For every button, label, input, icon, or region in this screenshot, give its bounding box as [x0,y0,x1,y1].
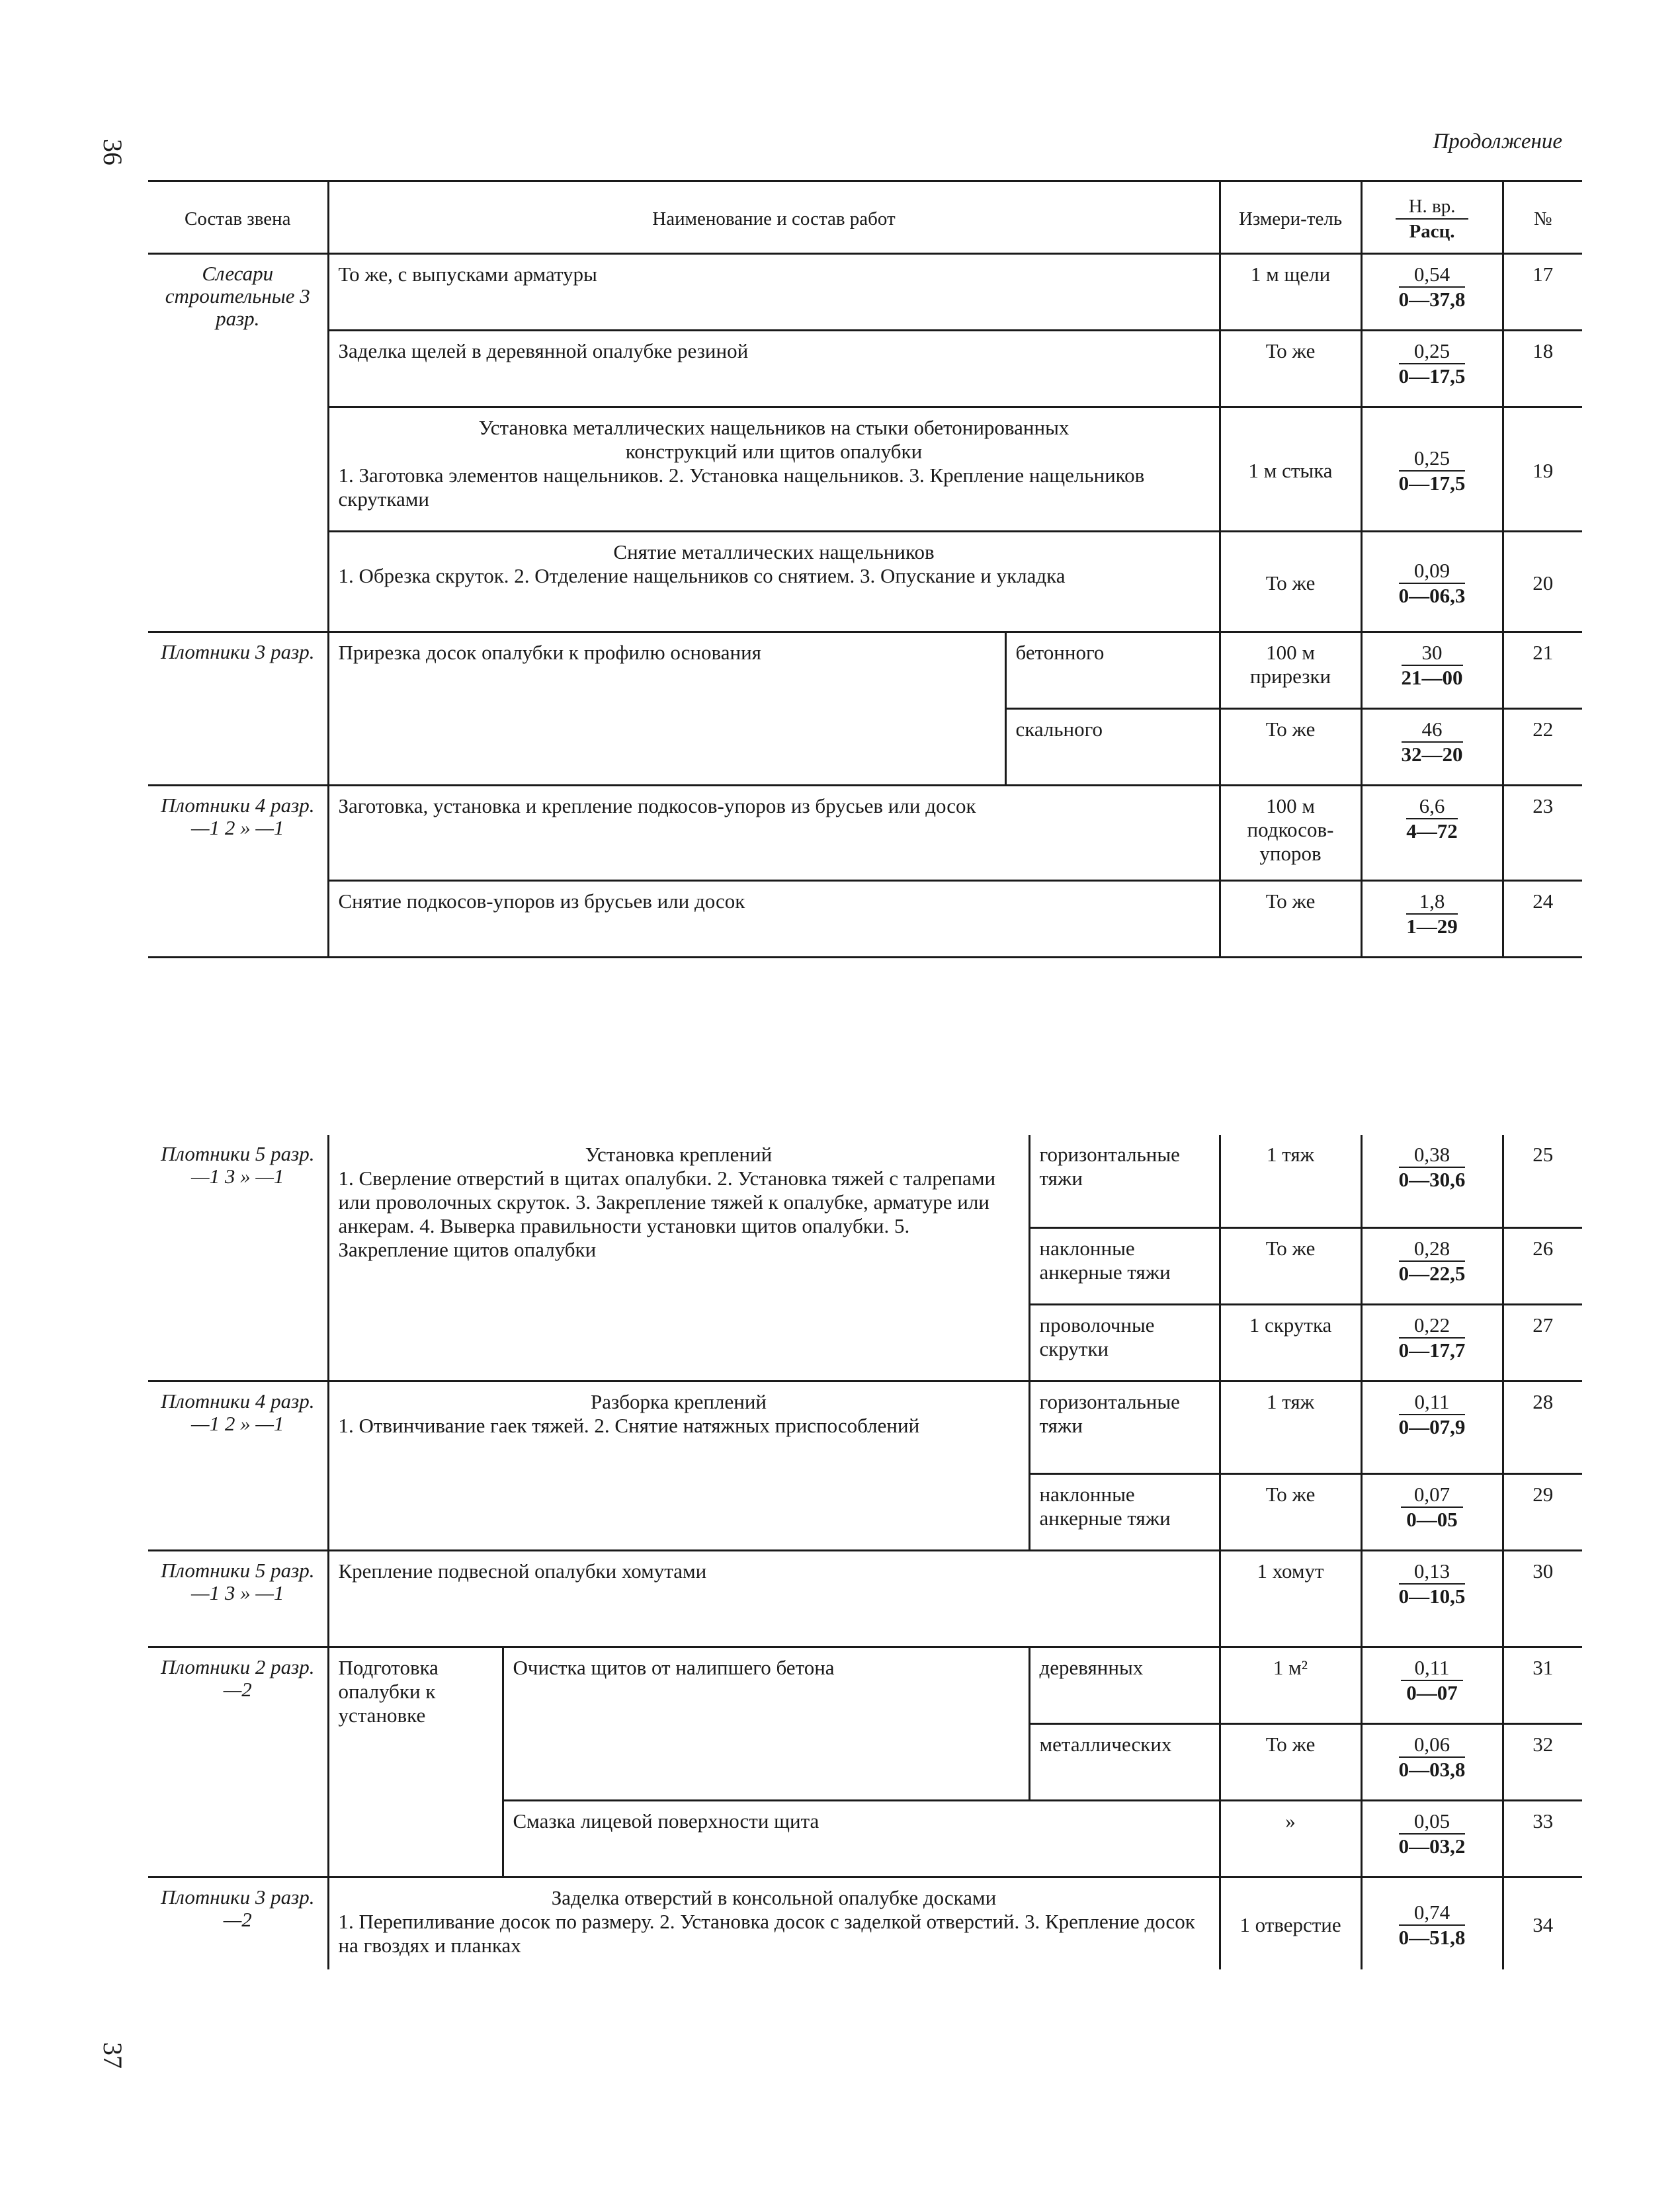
table-row [148,881,1582,958]
unit-cell: То же [1220,709,1361,786]
table-row [148,254,1582,331]
variant-cell: скального [1005,709,1220,786]
variant-cell: проволочные скрутки [1029,1304,1220,1381]
variant-cell: наклонные анкерные тяжи [1029,1227,1220,1304]
crew-cell: Плотники 3 разр. [148,632,328,786]
unit-cell: То же [1220,532,1361,632]
unit-cell: То же [1220,1227,1361,1304]
variant-cell: металлических [1029,1723,1220,1800]
rate-cell: $\frac{0,11}{0—07,9}$ [1361,1381,1503,1473]
variant-cell: наклонные анкерные тяжи [1029,1473,1220,1550]
page-number-bottom: 37 [98,2042,128,2069]
row-number: 31 [1503,1647,1582,1723]
row-number: 20 [1503,532,1582,632]
row-number: 32 [1503,1723,1582,1800]
unit-cell: 1 тяж [1220,1381,1361,1473]
unit-cell: 100 м прирезки [1220,632,1361,709]
unit-cell: » [1220,1800,1361,1877]
unit-cell: 1 тяж [1220,1135,1361,1227]
rate-cell: $\frac{0,22}{0—17,7}$ [1361,1304,1503,1381]
unit-cell: 100 м подкосов-упоров [1220,786,1361,881]
row-number: 17 [1503,254,1582,331]
table-row [148,1381,1582,1473]
header-crew: Состав звена [148,181,328,254]
unit-cell: То же [1220,881,1361,958]
unit-cell: 1 м² [1220,1647,1361,1723]
work-cell: Прирезка досок опалубки к профилю основания [328,632,1005,786]
unit-cell: 1 м стыка [1220,407,1361,532]
unit-cell: 1 хомут [1220,1550,1361,1647]
crew-cell: Плотники 2 разр.—2 [148,1647,328,1877]
table-row [148,1877,1582,1969]
work-cell: Установка креплений 1. Сверление отверстий в щитах опалубки. 2. Установка тяжей с талрепами или проволочных скруток. 3. Закрепление тяжей к опалубке, арматуре или анкерам. 4. Выверка правильности установки щитов опалубки. 5. Закрепление щитов опалубки [328,1135,1029,1381]
unit-cell: 1 м щели [1220,254,1361,331]
row-number: 23 [1503,786,1582,881]
row-number: 25 [1503,1135,1582,1227]
table-row [148,1647,1582,1723]
row-number: 24 [1503,881,1582,958]
rate-cell: $\frac{0,11}{0—07}$ [1361,1647,1503,1723]
row-number: 26 [1503,1227,1582,1304]
rate-cell: $\frac{0,28}{0—22,5}$ [1361,1227,1503,1304]
work-cell: То же, с выпусками арматуры [328,254,1220,331]
row-number: 19 [1503,407,1582,532]
unit-cell: 1 скрутка [1220,1304,1361,1381]
crew-cell: Слесари строительные 3 разр. [148,254,328,632]
page-number-top: 36 [98,139,128,165]
variant-cell: горизонтальные тяжи [1029,1135,1220,1227]
table-row [148,1135,1582,1227]
rate-cell: $\frac{0,07}{0—05}$ [1361,1473,1503,1550]
variant-cell: горизонтальные тяжи [1029,1381,1220,1473]
row-number: 29 [1503,1473,1582,1550]
work-cell: Снятие металлических нащельников 1. Обрезка скруток. 2. Отделение нащельников со снятием. 3. Опускание и укладка [328,532,1220,632]
header-work: Наименование и состав работ [328,181,1220,254]
rate-cell: $\frac{0,74}{0—51,8}$ [1361,1877,1503,1969]
unit-cell: 1 отверстие [1220,1877,1361,1969]
rate-cell: $\frac{0,25}{0—17,5}$ [1361,331,1503,407]
header-rate: Н. вр. Расц. [1361,181,1503,254]
table-row [148,407,1582,532]
rate-cell: $\frac{0,25}{0—17,5}$ [1361,407,1503,532]
work-cell: Заготовка, установка и крепление подкосов-упоров из брусьев или досок [328,786,1220,881]
table-row [148,331,1582,407]
rate-cell: $\frac{0,13}{0—10,5}$ [1361,1550,1503,1647]
row-number: 27 [1503,1304,1582,1381]
work-cell: Установка металлических нащельников на стыки обетонированных конструкций или щитов опалубки 1. Заготовка элементов нащельников. 2. Установка нащельников. 3. Крепление нащельников скрутками [328,407,1220,532]
work-cell: Смазка лицевой поверхности щита [503,1800,1220,1877]
work-cell: Очистка щитов от налипшего бетона [503,1647,1029,1800]
table-row [148,1550,1582,1647]
work-cell: Разборка креплений 1. Отвинчивание гаек тяжей. 2. Снятие натяжных приспособлений [328,1381,1029,1550]
row-number: 18 [1503,331,1582,407]
rate-cell: $\frac{6,6}{4—72}$ [1361,786,1503,881]
row-number: 30 [1503,1550,1582,1647]
rate-cell: $\frac{46}{32—20}$ [1361,709,1503,786]
rate-cell: $\frac{0,06}{0—03,8}$ [1361,1723,1503,1800]
variant-cell: бетонного [1005,632,1220,709]
crew-cell: Плотники 3 разр.—2 [148,1877,328,1969]
crew-cell: Плотники 4 разр.—1 2 » —1 [148,786,328,958]
rate-cell: $\frac{0,09}{0—06,3}$ [1361,532,1503,632]
header-number: № [1503,181,1582,254]
header-unit: Измери-тель [1220,181,1361,254]
row-number: 28 [1503,1381,1582,1473]
work-cell: Крепление подвесной опалубки хомутами [328,1550,1220,1647]
table-row [148,632,1582,709]
row-number: 22 [1503,709,1582,786]
crew-cell: Плотники 4 разр.—1 2 » —1 [148,1381,328,1550]
unit-cell: То же [1220,331,1361,407]
norms-table-1 [148,180,1582,958]
variant-cell: деревянных [1029,1647,1220,1723]
table-row [148,786,1582,881]
row-number: 33 [1503,1800,1582,1877]
work-cell: Снятие подкосов-упоров из брусьев или досок [328,881,1220,958]
continuation-label: Продолжение [1433,130,1562,153]
rate-cell: $\frac{30}{21—00}$ [1361,632,1503,709]
crew-cell: Плотники 5 разр.—1 3 » —1 [148,1135,328,1381]
rate-cell: $\frac{1,8}{1—29}$ [1361,881,1503,958]
table-row [148,532,1582,632]
norms-table-2 [148,1135,1582,1969]
row-number: 34 [1503,1877,1582,1969]
group-cell: Подготовка опалубки к установке [328,1647,503,1877]
rate-cell: $\frac{0,54}{0—37,8}$ [1361,254,1503,331]
row-number: 21 [1503,632,1582,709]
unit-cell: То же [1220,1473,1361,1550]
rate-cell: $\frac{0,05}{0—03,2}$ [1361,1800,1503,1877]
rate-cell: $\frac{0,38}{0—30,6}$ [1361,1135,1503,1227]
unit-cell: То же [1220,1723,1361,1800]
table-header [148,181,1582,254]
crew-cell: Плотники 5 разр.—1 3 » —1 [148,1550,328,1647]
work-cell: Заделка отверстий в консольной опалубке досками 1. Перепиливание досок по размеру. 2. Установка досок с заделкой отверстий. 3. Крепление досок на гвоздях и планках [328,1877,1220,1969]
work-cell: Заделка щелей в деревянной опалубке резиной [328,331,1220,407]
